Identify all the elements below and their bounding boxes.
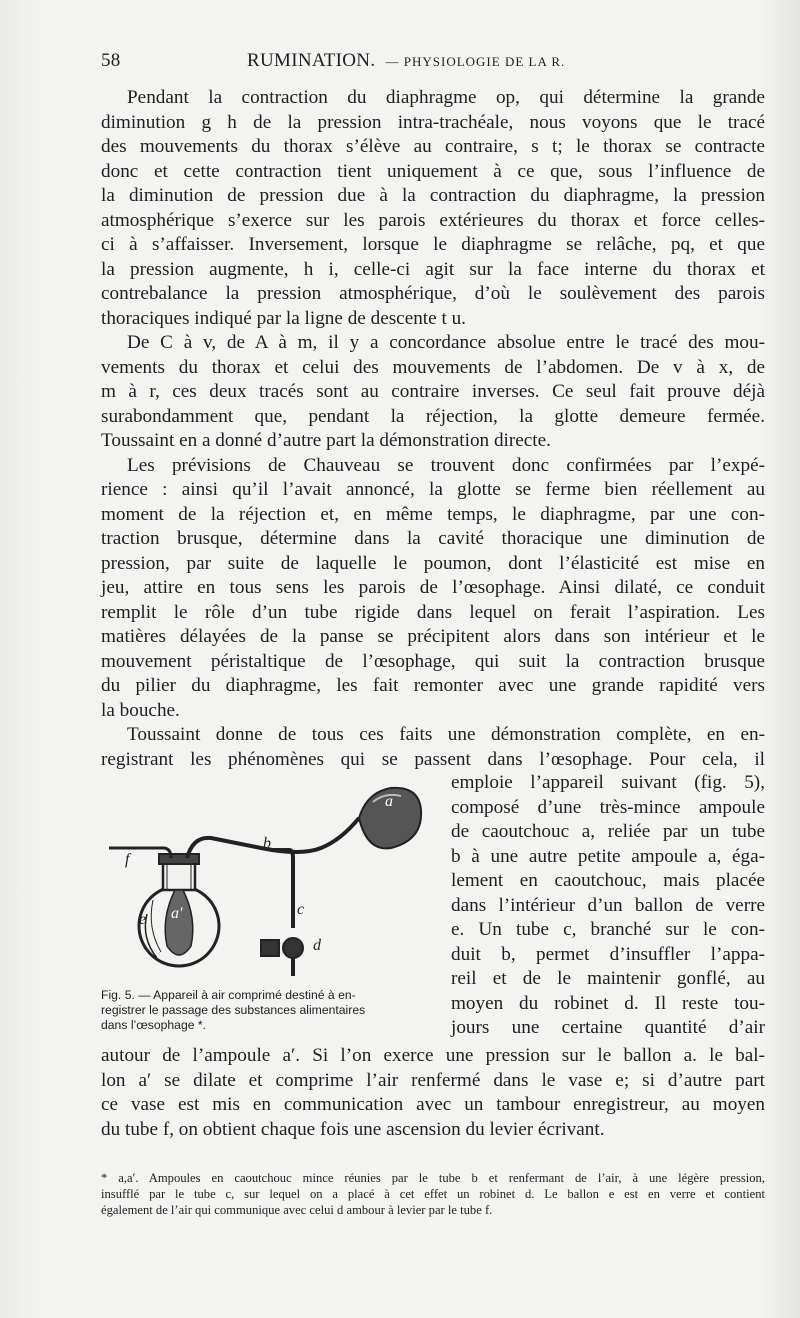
text-line: traction brusque, détermine dans la cavité thoracique une diminution de xyxy=(101,528,765,549)
valve-d xyxy=(283,938,303,958)
label-f: f xyxy=(125,851,130,868)
text-line: composé d’une très-mince ampoule xyxy=(451,796,765,818)
text-line: du pilier du diaphragme, les fait remonter avec une grande rapidité vers xyxy=(101,675,765,696)
figure-caption xyxy=(101,988,441,1033)
text-line: jours une certaine quantité d’air xyxy=(451,1017,765,1038)
text-line: des mouvements du thorax s’élève au contraire, s t; le thorax se contracte xyxy=(101,136,765,157)
text-line: diminution g h de la pression intra-trachéale, nous voyons que le tracé xyxy=(101,111,765,133)
text-line: autour de l’ampoule a′. Si l’on exerce une pression sur le ballon a. le bal- xyxy=(101,1045,765,1066)
text-line: lon a′ se dilate et comprime l’air renfermé dans le vase e; si d’autre part xyxy=(101,1069,765,1091)
text-line: Les prévisions de Chauveau se trouvent donc confirmées par l’expé- xyxy=(127,454,765,476)
page-number: 58 xyxy=(101,50,121,71)
text-line: donc et cette contraction tient uniquement à ce que, sous l’influence de xyxy=(101,160,765,182)
text-line: ci à s’affaisser. Inversement, lorsque le diaphragme se relâche, pq, et que xyxy=(101,234,765,255)
text-line: la pression augmente, h i, celle-ci agit sur la face interne du thorax et xyxy=(101,258,765,280)
caption-line-3: dans l’œsophage *. xyxy=(101,1018,207,1032)
text-line: m à r, ces deux tracés sont au contraire inverses. Ce seul fait prouve déjà xyxy=(101,381,765,402)
text-line: b à une autre petite ampoule a, éga- xyxy=(451,845,765,867)
text-line: lement en caoutchouc, mais placée xyxy=(451,870,765,891)
text-line: ce vase est mis en communication avec un tambour enregistreur, au moyen xyxy=(101,1094,765,1115)
caption-line-2: registrer le passage des substances alimentaires xyxy=(101,1003,366,1017)
text-line: vements du thorax et celui des mouvements de l’abdomen. De v à x, de xyxy=(101,356,765,378)
text-line: pression, par suite de laquelle le poumon, dont l’élasticité est mise en xyxy=(101,552,765,574)
label-a: a xyxy=(385,793,393,810)
text-line: mouvement péristaltique de l’œsophage, qui suit la contraction brusque xyxy=(101,650,765,672)
running-subtitle: — PHYSIOLOGIE DE LA R. xyxy=(385,54,566,69)
label-b: b xyxy=(263,835,271,852)
text-line: registrant les phénomènes qui se passent dans l’œsophage. Pour cela, il xyxy=(101,748,765,770)
text-line: moment de la réjection et, en même temps, le diaphragme, par une con- xyxy=(101,503,765,525)
apparatus-illustration xyxy=(101,778,441,988)
label-e: e xyxy=(139,911,147,928)
text-line: Pendant la contraction du diaphragme op, qui détermine la grande xyxy=(127,87,765,108)
text-line: De C à v, de A à m, il y a concordance absolue entre le tracé des mou- xyxy=(127,332,765,353)
text-line: duit b, permet d’insuffler l’appa- xyxy=(451,943,765,965)
text-line: la bouche. xyxy=(101,699,180,721)
text-line: atmosphérique s’exerce sur les parois extérieures du thorax et force celles- xyxy=(101,209,765,231)
text-line: e. Un tube c, branché sur le con- xyxy=(451,919,765,940)
caption-label: Fig. 5. xyxy=(101,988,135,1002)
text-line: thoraciques indiqué par la ligne de descente t u. xyxy=(101,307,466,329)
text-line: remplit le rôle d’un tube rigide dans lequel on ferait l’aspiration. Les xyxy=(101,601,765,623)
figure-5 xyxy=(101,778,441,1032)
text-line: emploie l’appareil suivant (fig. 5), xyxy=(451,772,765,793)
text-line: de caoutchouc a, reliée par un tube xyxy=(451,821,765,842)
footnote xyxy=(101,1170,765,1218)
inner-bulb-a-prime xyxy=(165,890,193,955)
text-line: insufflé par le tube c, sur lequel on a placé à cet effet un robinet d. Le ballon e est en verre et contient xyxy=(101,1187,765,1201)
text-line: Toussaint donne de tous ces faits une démonstration complète, en en- xyxy=(127,724,765,745)
text-line: Toussaint en a donné d’autre part la démonstration directe. xyxy=(101,430,551,451)
label-a-prime: a' xyxy=(171,905,183,922)
caption-text: — Appareil à air comprimé destiné à en- xyxy=(138,988,356,1002)
text-line: surabondamment que, pendant la réjection, la glotte demeure fermée. xyxy=(101,405,765,427)
running-title: RUMINATION. xyxy=(247,50,376,71)
continuation-text xyxy=(101,1044,765,1142)
label-d: d xyxy=(313,937,321,954)
text-line: jeu, attire en tous sens les parois de l’œsophage. Ainsi dilaté, ce conduit xyxy=(101,577,765,598)
text-line: rience : ainsi qu’il l’avait annoncé, la glotte se ferme bien réellement au xyxy=(101,479,765,500)
text-line: matières délayées de la panse se précipitent alors dans son intérieur et le xyxy=(101,626,765,647)
page-header xyxy=(101,50,761,78)
running-head xyxy=(247,50,565,72)
text-line: également de l’air qui communique avec celui d ambour à levier par le tube f. xyxy=(101,1203,493,1217)
text-line: la diminution de pression due à la contraction du diaphragme, la pression xyxy=(101,185,765,206)
text-line: moyen du robinet d. Il reste tou- xyxy=(451,992,765,1014)
text-line: reil et de le maintenir gonflé, au xyxy=(451,968,765,989)
main-text xyxy=(101,86,765,772)
text-line: dans l’intérieur d’un ballon de verre xyxy=(451,894,765,916)
text-line: du tube f, on obtient chaque fois une ascension du levier écrivant. xyxy=(101,1118,605,1140)
side-column-text xyxy=(451,771,765,1041)
text-line: * a,a′. Ampoules en caoutchouc mince réunies par le tube b et renfermant de l’air, à une légère pression, xyxy=(101,1171,765,1185)
label-c: c xyxy=(297,901,305,918)
text-line: contrebalance la pression atmosphérique, d’où le soulèvement des parois xyxy=(101,283,765,304)
